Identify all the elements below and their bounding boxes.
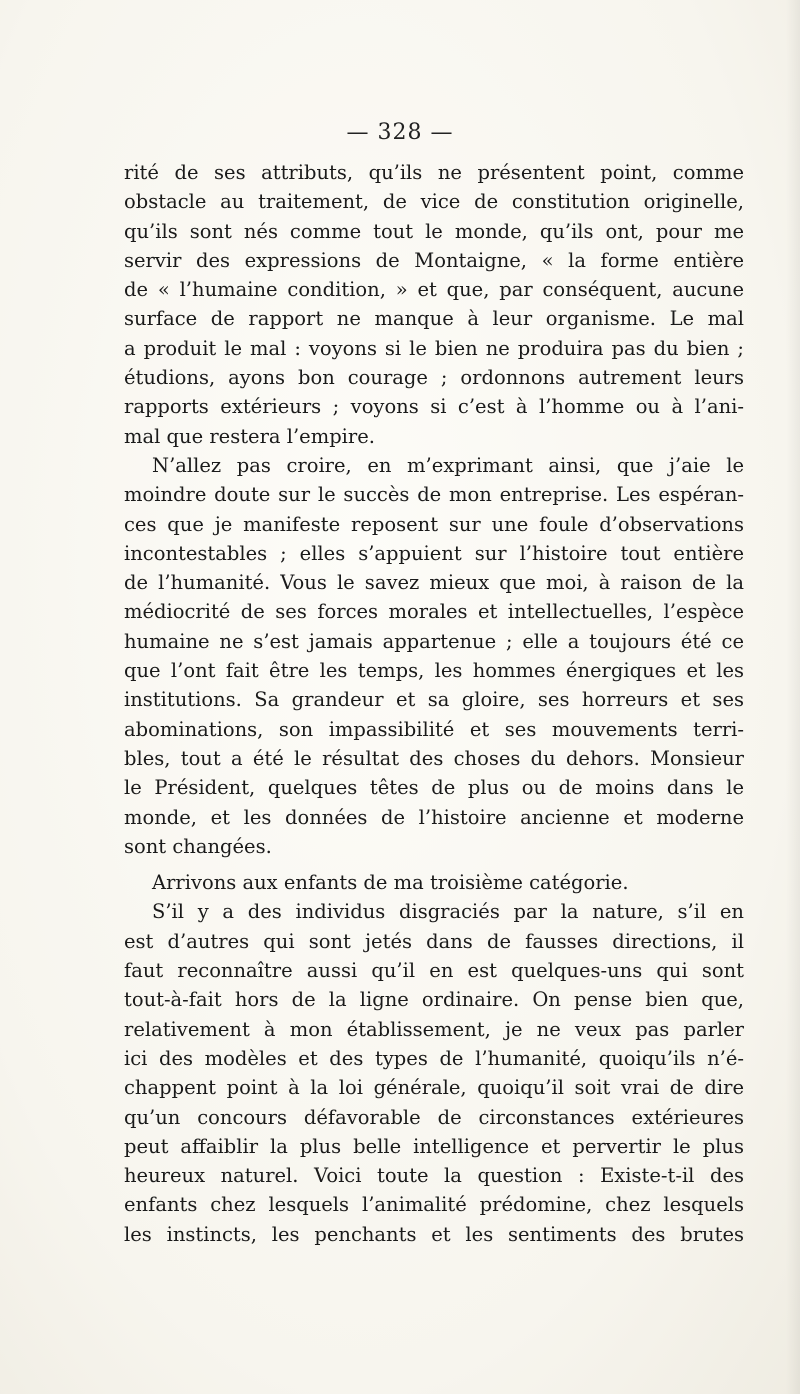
text-line: a produit le mal : voyons si le bien ne produira pas du bien ; — [124, 336, 744, 360]
text-line: relativement à mon établissement, je ne veux pas parler — [124, 1017, 744, 1041]
text-line: peut affaiblir la plus belle intelligence et pervertir le plus — [124, 1134, 744, 1158]
text-line: que l’ont fait être les temps, les hommes énergiques et les — [124, 659, 744, 683]
paragraph-4 — [124, 897, 744, 1249]
paragraph-3 — [124, 868, 744, 897]
text-line: ici des modèles et des types de l’humanité, quoiqu’ils n’é- — [124, 1046, 744, 1070]
text-line: incontestables ; elles s’appuient sur l’histoire tout entière — [124, 541, 744, 565]
text-line: heureux naturel. Voici toute la question : Existe-t-il des — [124, 1164, 744, 1188]
text-line: moindre doute sur le succès de mon entreprise. Les espéran- — [124, 483, 744, 507]
text-line: tout-à-fait hors de la ligne ordinaire. On pense bien que, — [124, 988, 744, 1012]
text-line: surface de rapport ne manque à leur organisme. Le mal — [124, 307, 744, 331]
text-line: le Président, quelques têtes de plus ou de moins dans le — [124, 776, 744, 800]
text-line: humaine ne s’est jamais appartenue ; elle a toujours été ce — [124, 629, 744, 653]
text-line: est d’autres qui sont jetés dans de fausses directions, il — [124, 929, 744, 953]
text-line: Arrivons aux enfants de ma troisième catégorie. — [152, 871, 629, 895]
page-number: — 328 — — [346, 120, 454, 145]
text-line: qu’un concours défavorable de circonstances extérieures — [124, 1105, 744, 1129]
text-line: rité de ses attributs, qu’ils ne présentent point, comme — [124, 161, 744, 184]
paragraph-1 — [124, 158, 744, 451]
text-line: abominations, son impassibilité et ses mouvements terri- — [124, 717, 744, 741]
text-line: rapports extérieurs ; voyons si c’est à l’homme ou à l’ani- — [124, 395, 744, 419]
text-line: monde, et les données de l’histoire ancienne et moderne — [124, 805, 744, 829]
text-line: sont changées. — [124, 834, 272, 858]
text-line: enfants chez lesquels l’animalité prédomine, chez lesquels — [124, 1193, 744, 1217]
text-line: obstacle au traitement, de vice de constitution originelle, — [124, 190, 744, 214]
text-line: mal que restera l’empire. — [124, 424, 375, 448]
text-line: ces que je manifeste reposent sur une foule d’observations — [124, 512, 744, 536]
page-edge-shadow — [786, 0, 800, 1394]
text-line: de l’humanité. Vous le savez mieux que moi, à raison de la — [124, 571, 744, 595]
body-text — [124, 158, 744, 1249]
text-line: S’il y a des individus disgraciés par la nature, s’il en — [152, 900, 744, 924]
text-line: N’allez pas croire, en m’exprimant ainsi, que j’aie le — [152, 453, 744, 477]
text-line: institutions. Sa grandeur et sa gloire, ses horreurs et ses — [124, 688, 744, 712]
text-line: de « l’humaine condition, » et que, par conséquent, aucune — [124, 278, 744, 302]
text-line: bles, tout a été le résultat des choses du dehors. Monsieur — [124, 746, 744, 770]
text-line: qu’ils sont nés comme tout le monde, qu’ils ont, pour me — [124, 219, 744, 243]
text-line: faut reconnaître aussi qu’il en est quelques-uns qui sont — [124, 959, 744, 983]
text-line: médiocrité de ses forces morales et intellectuelles, l’espèce — [124, 600, 744, 624]
text-line: les instincts, les penchants et les sentiments des brutes — [124, 1222, 744, 1246]
text-line: servir des expressions de Montaigne, « la forme entière — [124, 248, 744, 272]
paragraph-gap — [124, 861, 744, 868]
paragraph-2 — [124, 451, 744, 861]
text-line: chappent point à la loi générale, quoiqu’il soit vrai de dire — [124, 1076, 744, 1100]
text-line: étudions, ayons bon courage ; ordonnons autrement leurs — [124, 366, 744, 390]
